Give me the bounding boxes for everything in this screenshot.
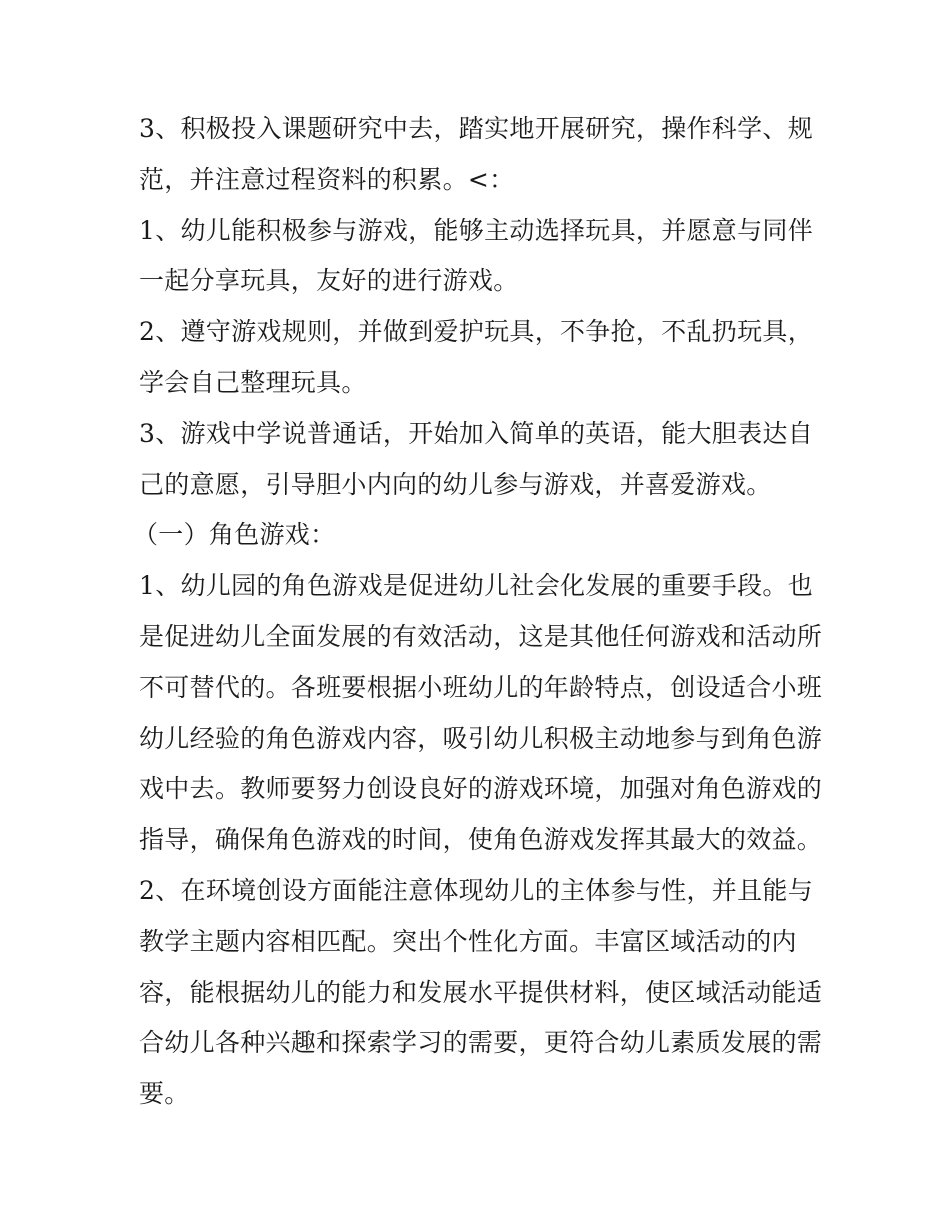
text-line: 合幼儿各种兴趣和探索学习的需要，更符合幼儿素质发展的需	[139, 1028, 823, 1058]
text-line: 容，能根据幼儿的能力和发展水平提供材料，使区域活动能适	[139, 977, 823, 1007]
text-line: 戏中去。教师要努力创设良好的游戏环境，加强对角色游戏的	[139, 774, 823, 804]
text-line: 幼儿经验的角色游戏内容，吸引幼儿积极主动地参与到角色游	[139, 723, 823, 753]
text-line: 己的意愿，引导胆小内向的幼儿参与游戏，并喜爱游戏。	[139, 469, 772, 499]
text-line: 1、幼儿园的角色游戏是促进幼儿社会化发展的重要手段。也	[139, 571, 814, 601]
text-line: 指导，确保角色游戏的时间，使角色游戏发挥其最大的效益。	[139, 825, 823, 855]
text-line: 学会自己整理玩具。	[139, 367, 367, 397]
text-line: 范，并注意过程资料的积累。<：	[139, 164, 515, 194]
text-line: 一起分享玩具，友好的进行游戏。	[139, 266, 519, 296]
text-line: 要。	[139, 1079, 190, 1109]
text-line: 3、积极投入课题研究中去，踏实地开展研究，操作科学、规	[139, 114, 814, 143]
text-line: 1、幼儿能积极参与游戏，能够主动选择玩具，并愿意与同伴	[139, 215, 814, 245]
section-heading: （一）角色游戏：	[133, 520, 336, 550]
body-text	[133, 104, 823, 1120]
text-line: 不可替代的。各班要根据小班幼儿的年龄特点，创设适合小班	[139, 672, 823, 702]
text-line: 是促进幼儿全面发展的有效活动，这是其他任何游戏和活动所	[139, 621, 823, 651]
text-line: 3、游戏中学说普通话，开始加入简单的英语，能大胆表达自	[139, 418, 814, 448]
text-line: 教学主题内容相匹配。突出个性化方面。丰富区域活动的内	[139, 926, 797, 956]
text-line: 2、在环境创设方面能注意体现幼儿的主体参与性，并且能与	[139, 875, 814, 905]
text-line: 2、遵守游戏规则，并做到爱护玩具，不争抢，不乱扔玩具，	[139, 317, 814, 347]
